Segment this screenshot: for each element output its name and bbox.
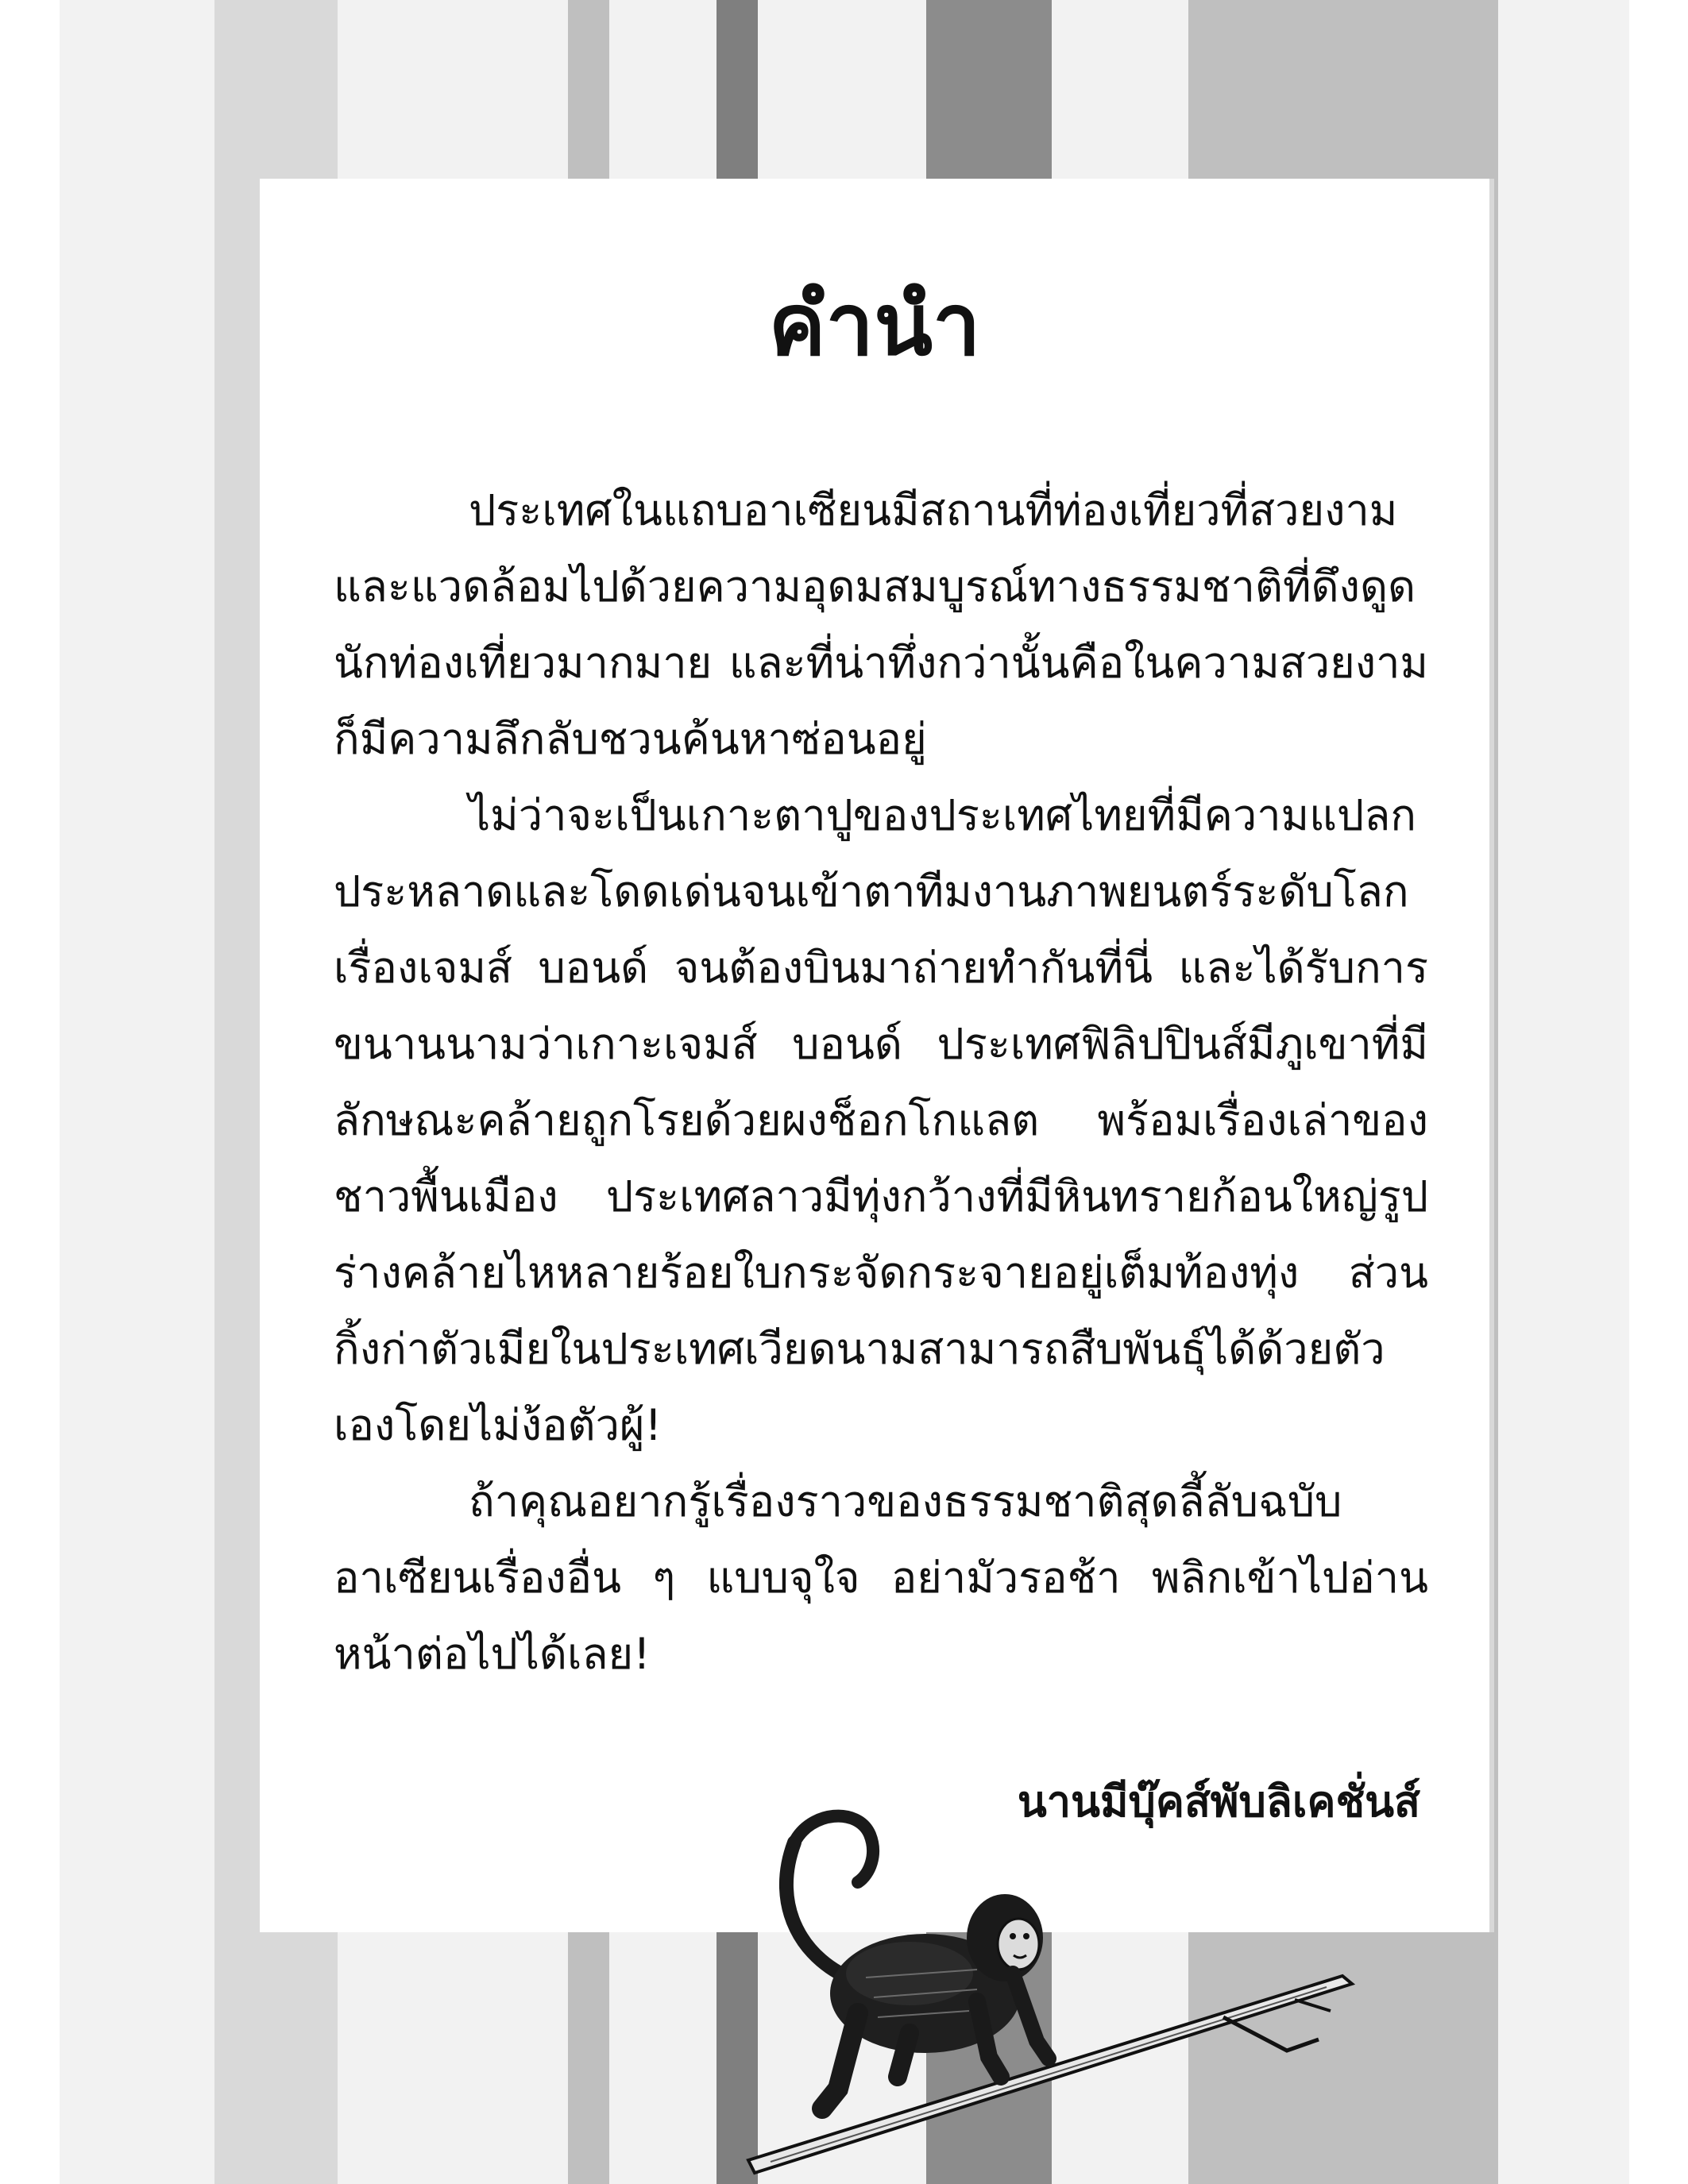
paragraph: ถ้าคุณอยากรู้เรื่องราวของธรรมชาติสุดลี้ลับฉบับอาเซียนเรื่องอื่น ๆ แบบจุใจ อย่ามัวรอช้า พลิกเข้าไปอ่านหน้าต่อไปได้เลย! [334,1476,1428,1679]
paragraph: ประเทศในแถบอาเซียนมีสถานที่ท่องเที่ยวที่สวยงามและแวดล้อมไปด้วยความอุดมสมบูรณ์ทางธรรมชาติที่ดึงดูดนักท่องเที่ยวมากมาย และที่น่าทึ่งกว่านั้นคือในความสวยงามก็มีความลึกลับชวนค้นหาซ่อนอยู่ [334,485,1428,764]
background-stripe [60,0,214,2184]
foreword-body [334,473,1428,1692]
background-stripe [1498,0,1629,2184]
foreword-card [260,179,1489,1932]
monkey [786,1816,1049,2109]
monkey-illustration [739,1803,1374,2176]
page-title: คำนำ [768,276,981,375]
publisher-signature: นานมีบุ๊คส์พับลิเคชั่นส์ [1017,1777,1420,1827]
paragraph: ไม่ว่าจะเป็นเกาะตาปูของประเทศไทยที่มีความแปลกประหลาดและโดดเด่นจนเข้าตาทีมงานภาพยนตร์ระดับโลกเรื่องเจมส์ บอนด์ จนต้องบินมาถ่ายทำกันที่นี่ และได้รับการขนานนามว่าเกาะเจมส์ บอนด์ ประเทศฟิลิปปินส์มีภูเขาที่มีลักษณะคล้ายถูกโรยด้วยผงช็อกโกแลต พร้อมเรื่องเล่าของชาวพื้นเมือง ประเทศลาวมีทุ่งกว้างที่มีหินทรายก้อนใหญ่รูปร่างคล้ายไหหลายร้อยใบกระจัดกระจายอยู่เต็มท้องทุ่ง ส่วนกิ้งก่าตัวเมียในประเทศเวียดนามสามารถสืบพันธุ์ได้ด้วยตัวเองโดยไม่ง้อตัวผู้! [334,790,1428,1450]
